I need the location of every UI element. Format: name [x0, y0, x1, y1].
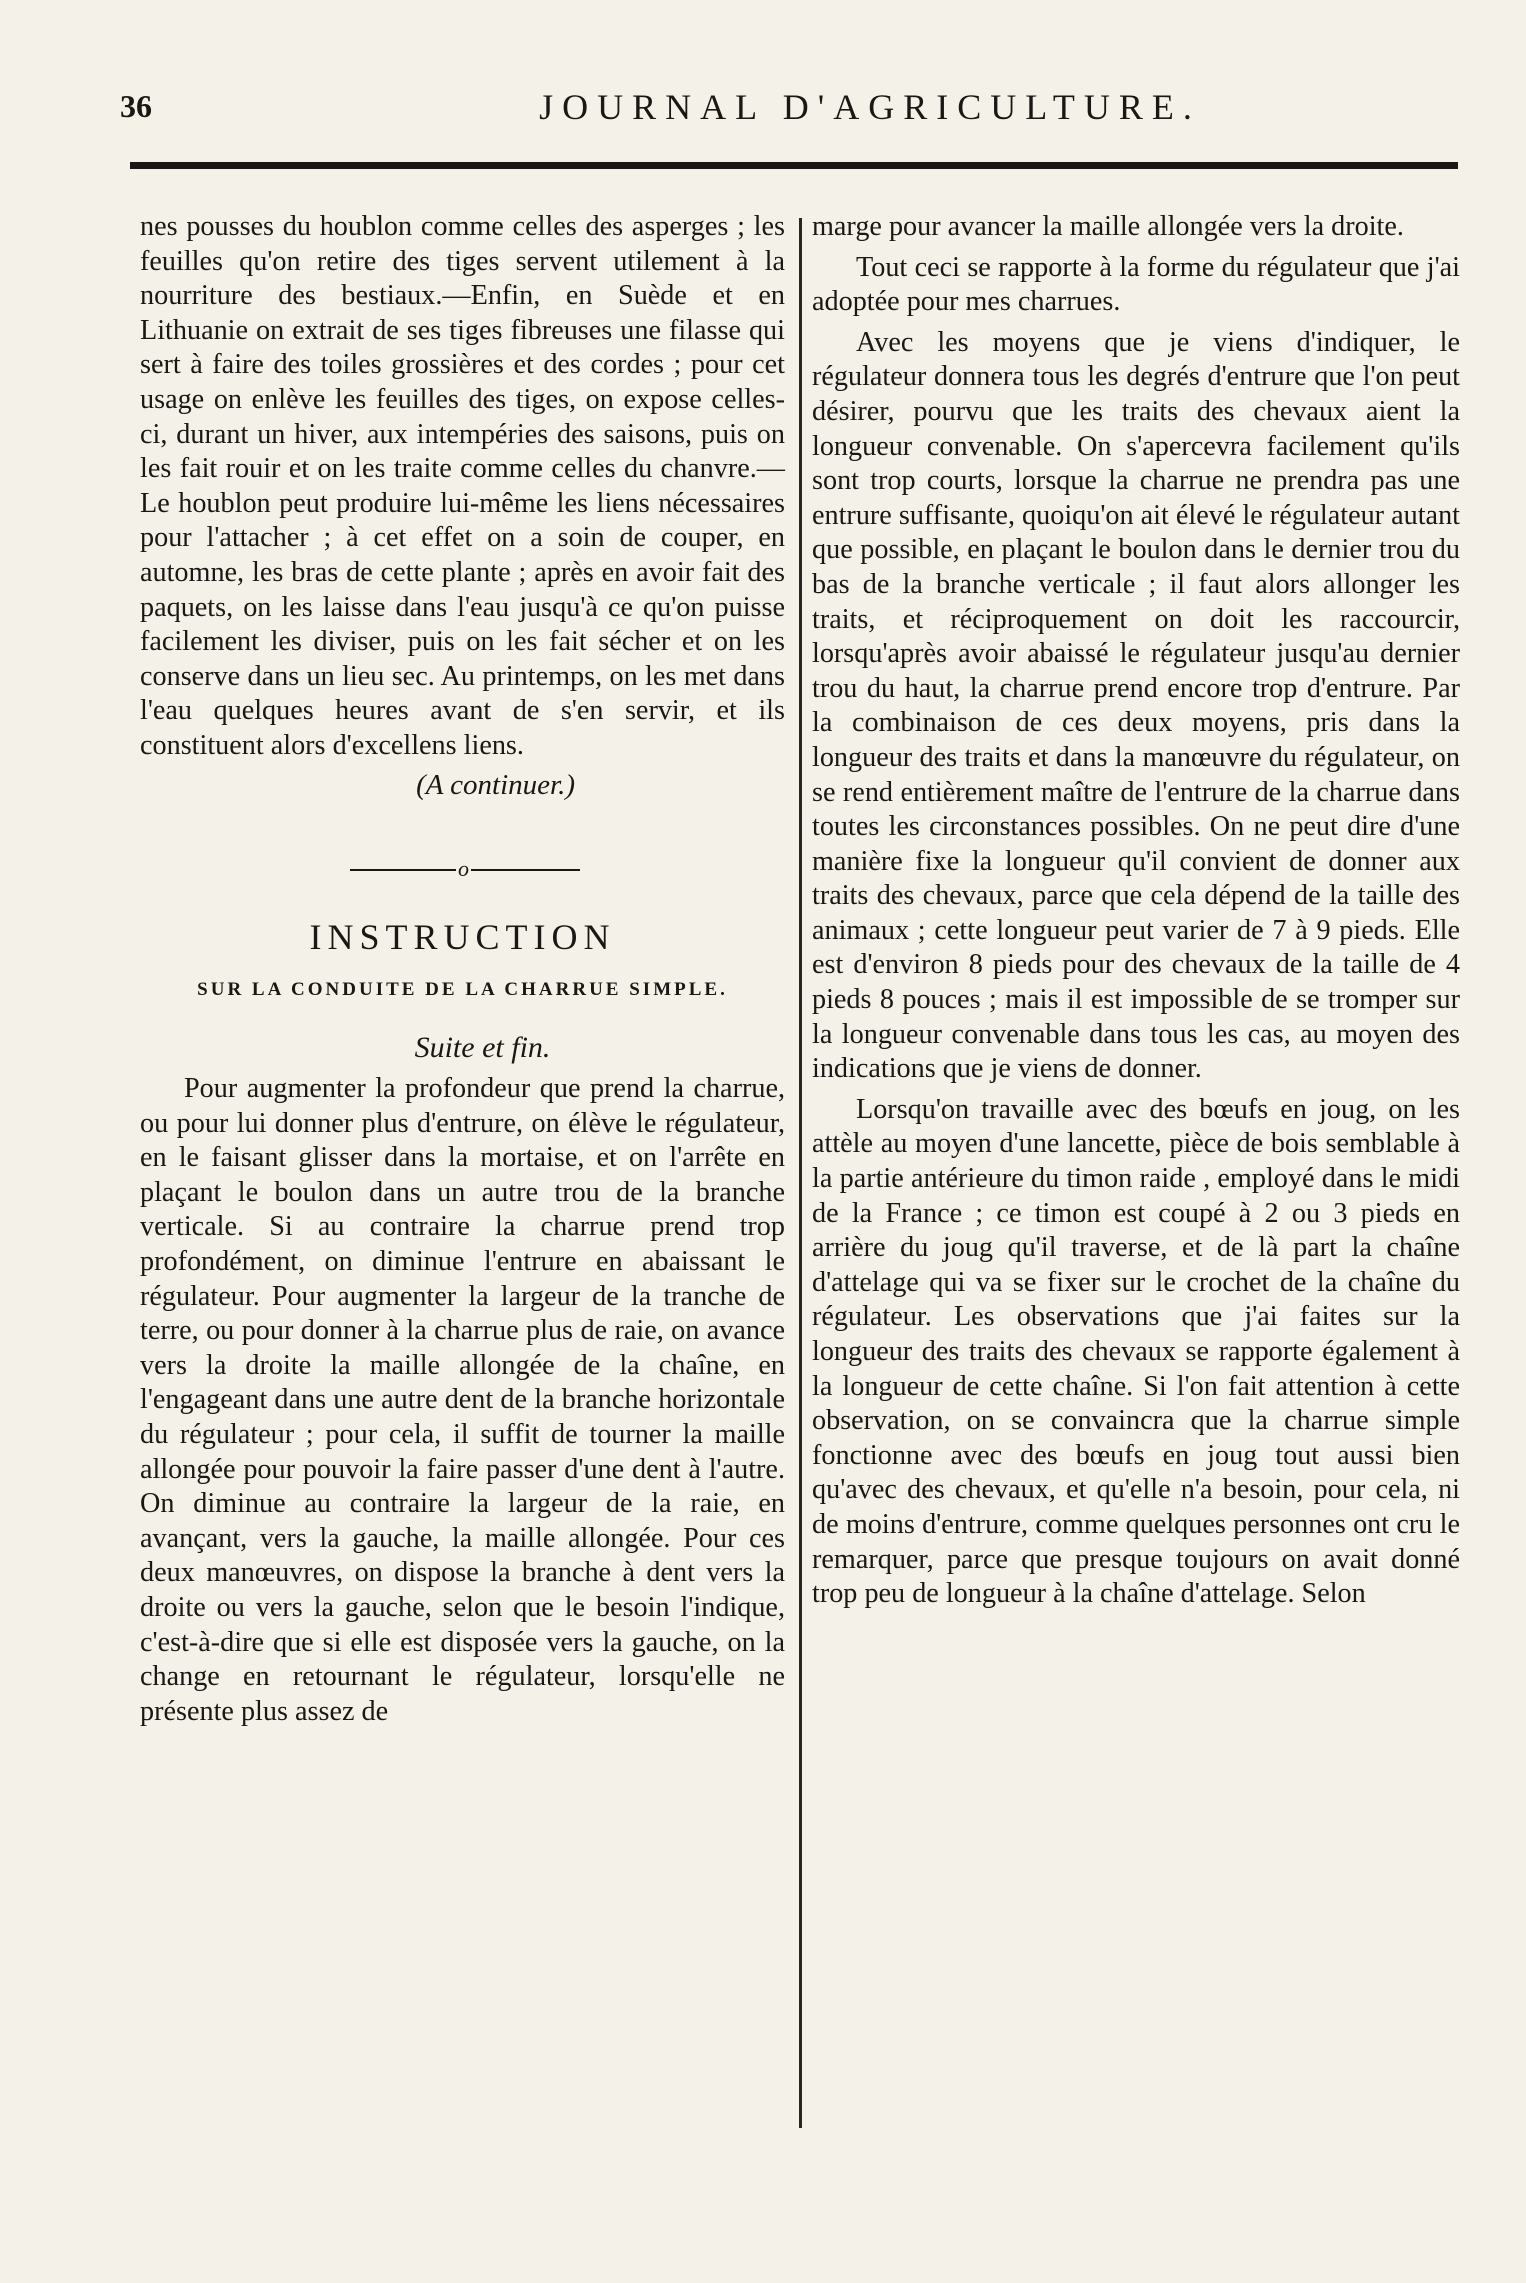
header-rule	[130, 162, 1458, 169]
running-head	[120, 82, 1455, 130]
paragraph-3: Avec les moyens que je viens d'indiquer, le régulateur donnera tous les degrés d'entrure que l'on peut désirer, pourvu que les traits des chevaux aient la longueur convenable. On s'apercevra facilement qu'ils sont trop courts, lorsque la charrue ne prendra pas une entrure suffisante, quoiqu'on ait élevé le régulateur autant que possible, en plaçant le boulon dans le dernier trou du bas de la branche verticale ; il faut alors allonger les traits, et réciproquement on doit les raccourcir, lorsqu'après avoir abaissé le régulateur jusqu'au dernier trou du haut, la charrue prend encore trop d'entrure. Par la combinaison de ces deux moyens, pris dans la longueur des traits et dans la manœuvre du régulateur, on se rend entièrement maître de l'entrure de la charrue dans toutes les circonstances possibles. On ne peut dire d'une manière fixe la longueur qu'il convient de donner aux traits des chevaux, parce que cela dépend de la taille des animaux ; cette longueur peut varier de 7 à 9 pieds. Elle est d'environ 8 pieds pour des chevaux de la taille de 4 pieds 8 pouces ; mais il est impossible de se tromper sur la longueur convenable dans tous les cas, au moyen des indications que je viens de donner.	[812, 326, 1460, 1085]
left-column	[140, 210, 785, 1729]
paragraph-4: Lorsqu'on travaille avec des bœufs en joug, on les attèle au moyen d'une lancette, pièce de bois semblable à la partie antérieure du timon raide , employé dans le midi de la France ; ce timon est coupé à 2 ou 3 pieds en arrière du joug qu'il traverse, et de là part la chaîne d'attelage qui va se fixer sur le crochet de la chaîne du régulateur. Les observations que j'ai faites sur la longueur des traits des chevaux se rapporte également à la longueur de cette chaîne. Si l'on fait attention à cette observation, on se convaincra que la charrue simple fonctionne avec des bœufs en joug tout aussi bien qu'avec des chevaux, et qu'elle n'a besoin, pour cela, ni de moins d'entrure, comme quelques personnes ont cru le remarquer, parce que presque toujours on avait donné trop peu de longueur à la chaîne d'attelage. Selon	[812, 1093, 1460, 1610]
opening-paragraph: nes pousses du houblon comme celles des asperges ; les feuilles qu'on retire des tiges servent utilement à la nourriture des bestiaux.—Enfin, en Suède et en Lithuanie on extrait de ses tiges fibreuses une filasse qui sert à faire des toiles grossières et des cordes ; pour cet usage on enlève les feuilles des tiges, on expose celles-ci, durant un hiver, aux intempéries des saisons, puis on les fait rouir et on les traite comme celles du chanvre.—Le houblon peut produire lui-même les liens nécessaires pour l'attacher ; à cet effet on a soin de couper, en automne, les bras de cette plante ; après en avoir fait des paquets, on les laisse dans l'eau jusqu'à ce qu'on puisse facilement les diviser, puis on les fait sécher et on les conserve dans un lieu sec. Au printemps, on les met dans l'eau quelques heures avant de s'en servir, et ils constituent alors d'excellens liens.	[140, 211, 785, 761]
ornament-knot: o	[458, 856, 469, 882]
section-title: INSTRUCTION	[309, 917, 616, 958]
column-divider	[799, 218, 802, 2128]
section-subtitle: SUR LA CONDUITE DE LA CHARRUE SIMPLE.	[197, 979, 728, 1001]
right-column	[812, 210, 1460, 1612]
page-number: 36	[120, 88, 152, 124]
section-continuation: Suite et fin.	[414, 1031, 551, 1065]
journal-title: JOURNAL D'AGRICULTURE.	[539, 87, 1201, 127]
to-be-continued-note: (A continuer.)	[416, 768, 575, 801]
section-ornament	[140, 854, 800, 884]
paragraph-2: Tout ceci se rapporte à la forme du régulateur que j'ai adoptée pour mes charrues.	[812, 251, 1460, 318]
section-paragraph: Pour augmenter la profondeur que prend la charrue, ou pour lui donner plus d'entrure, on élève le régulateur, en le faisant glisser dans la mortaise, et on l'arrête en plaçant le boulon dans un autre trou de la branche verticale. Si au contraire la charrue prend trop profondément, on diminue l'entrure en abaissant le régulateur. Pour augmenter la largeur de la tranche de terre, ou pour donner à la charrue plus de raie, on avance vers la droite la maille allongée de la chaîne, en l'engageant dans une autre dent de la branche horizontale du régulateur ; pour cela, il suffit de tourner la maille allongée pour pouvoir la faire passer d'une dent à l'autre. On diminue au contraire la largeur de la raie, en avançant, vers la gauche, la maille allongée. Pour ces deux manœuvres, on dispose la branche à dent vers la droite ou vers la gauche, selon que le besoin l'indique, c'est-à-dire que si elle est disposée vers la gauche, on la change en retournant le régulateur, lorsqu'elle ne présente plus assez de	[140, 1073, 785, 1727]
paragraph-1: marge pour avancer la maille allongée vers la droite.	[812, 211, 1404, 242]
